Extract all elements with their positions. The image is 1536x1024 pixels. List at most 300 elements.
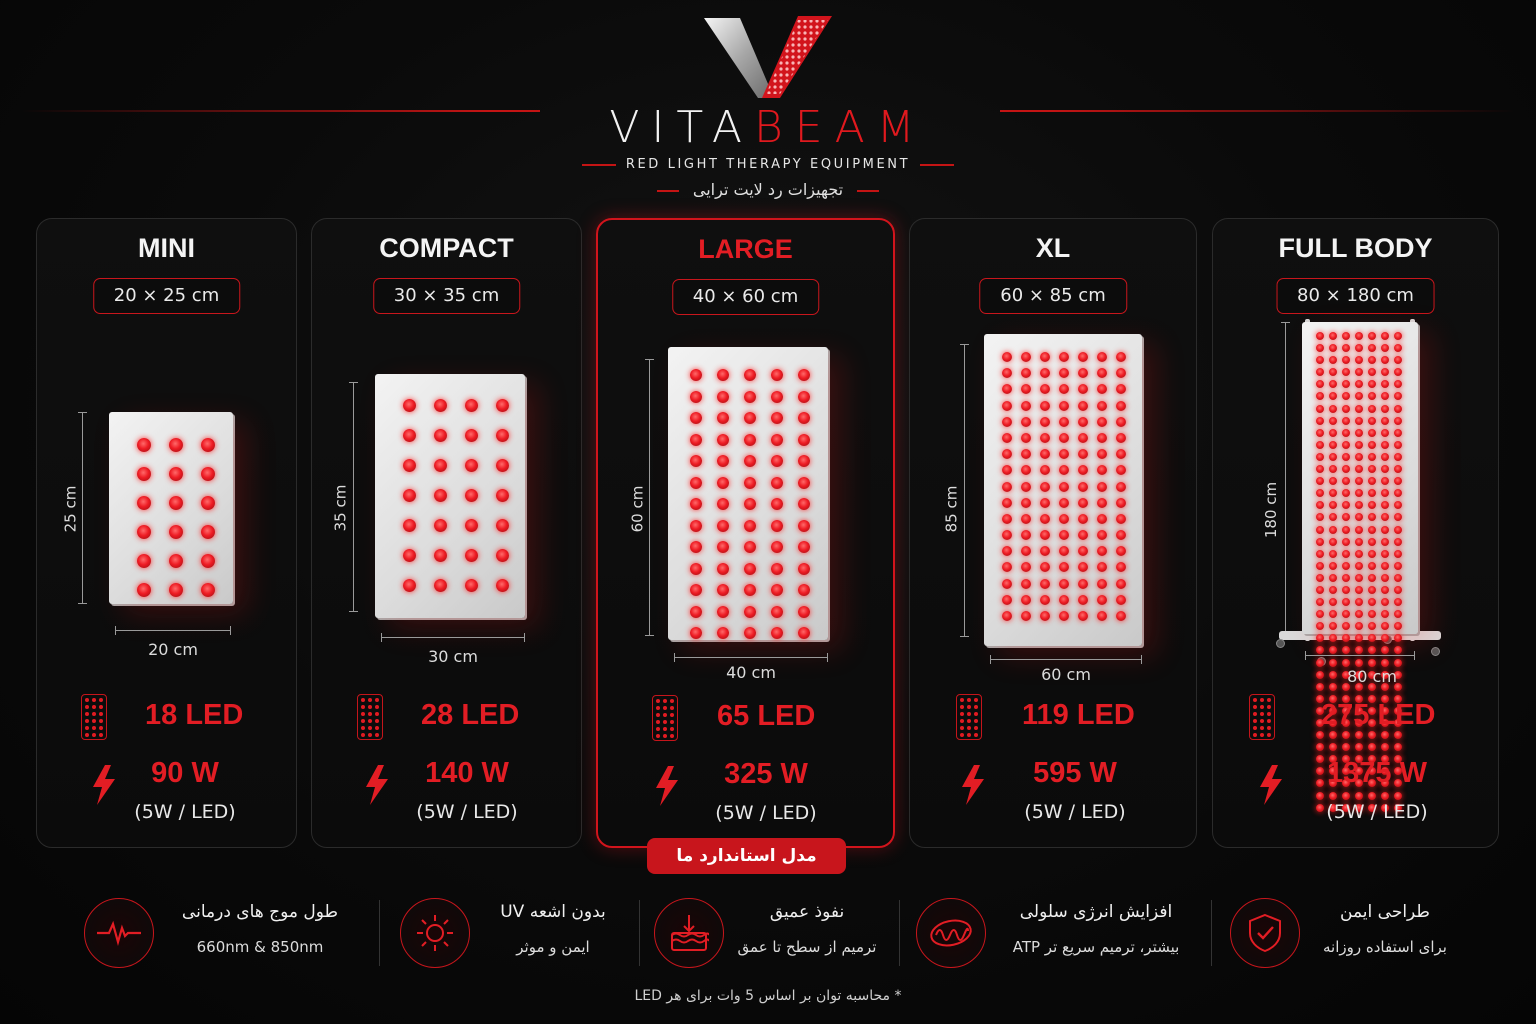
- led-dot: [1381, 513, 1389, 521]
- led-dot: [1116, 482, 1126, 492]
- led-dot: [1040, 530, 1050, 540]
- led-dot: [771, 412, 783, 424]
- led-dot: [1329, 392, 1337, 400]
- led-dot: [744, 541, 756, 553]
- led-dot: [1078, 579, 1088, 589]
- led-dot: [1059, 433, 1069, 443]
- led-count: 18 LED: [145, 699, 244, 731]
- led-dot: [1316, 610, 1324, 618]
- led-dot: [169, 496, 183, 510]
- led-dot: [1381, 368, 1389, 376]
- wheel: [1431, 647, 1440, 656]
- led-dot: [1040, 449, 1050, 459]
- led-dot: [1002, 611, 1012, 621]
- feature-title: بدون اشعه UV: [500, 902, 606, 922]
- led-icon-dot: [92, 712, 96, 716]
- led-dot: [1342, 538, 1350, 546]
- led-dot: [1021, 352, 1031, 362]
- power-watts: 140 W: [425, 757, 509, 789]
- led-dot: [1316, 659, 1324, 667]
- led-dot: [201, 438, 215, 452]
- led-dot: [690, 584, 702, 596]
- led-dot: [1381, 501, 1389, 509]
- led-icon-dot: [85, 705, 89, 709]
- height-dimension-line: [353, 382, 354, 612]
- led-dot: [1381, 574, 1389, 582]
- led-icon-dot: [85, 726, 89, 730]
- led-dot: [1342, 743, 1350, 751]
- led-dot: [1342, 513, 1350, 521]
- led-dot: [1381, 489, 1389, 497]
- led-dot: [1394, 441, 1402, 449]
- led-dot: [771, 477, 783, 489]
- led-dot: [744, 520, 756, 532]
- led-count: 119 LED: [1022, 699, 1135, 731]
- led-icon-dot: [85, 733, 89, 737]
- led-dot: [798, 627, 810, 639]
- led-dot: [465, 519, 478, 532]
- led-dot: [798, 541, 810, 553]
- led-dot: [717, 391, 729, 403]
- led-dot: [1381, 586, 1389, 594]
- led-icon-dot: [974, 726, 978, 730]
- led-icon-dot: [663, 720, 667, 724]
- led-dot: [1002, 465, 1012, 475]
- led-dot: [1394, 538, 1402, 546]
- led-dot: [137, 525, 151, 539]
- led-dot: [1329, 344, 1337, 352]
- led-icon-dot: [99, 726, 103, 730]
- led-dot: [1394, 598, 1402, 606]
- led-dot: [1078, 352, 1088, 362]
- product-card-full-body[interactable]: [1212, 218, 1499, 848]
- led-dot: [690, 455, 702, 467]
- width-label: 80 cm: [1347, 667, 1397, 686]
- led-dot: [1355, 610, 1363, 618]
- led-dot: [1381, 550, 1389, 558]
- led-dot: [771, 627, 783, 639]
- height-label: 60 cm: [628, 485, 647, 533]
- led-dot: [1342, 429, 1350, 437]
- led-dot: [1040, 433, 1050, 443]
- led-icon-dot: [1253, 726, 1257, 730]
- led-dot: [434, 579, 447, 592]
- power-watts: 325 W: [724, 758, 808, 790]
- sun-icon: [400, 898, 470, 968]
- led-dot: [1355, 453, 1363, 461]
- led-dot: [690, 477, 702, 489]
- led-dot: [1329, 405, 1337, 413]
- led-dot: [1355, 405, 1363, 413]
- led-dot: [1394, 332, 1402, 340]
- led-dot: [744, 434, 756, 446]
- led-dot: [1097, 449, 1107, 459]
- led-dot: [1078, 433, 1088, 443]
- led-dot: [1368, 634, 1376, 642]
- led-dot: [169, 467, 183, 481]
- led-dot: [1040, 546, 1050, 556]
- led-icon-dot: [974, 712, 978, 716]
- led-dot: [1316, 344, 1324, 352]
- led-dot: [1021, 465, 1031, 475]
- led-dot: [465, 489, 478, 502]
- led-dot: [1381, 659, 1389, 667]
- led-dot: [137, 583, 151, 597]
- led-dot: [1078, 611, 1088, 621]
- led-icon-dot: [375, 726, 379, 730]
- power-per-led: (5W / LED): [1326, 801, 1428, 823]
- led-dot: [1342, 550, 1350, 558]
- led-icon-dot: [1260, 726, 1264, 730]
- led-dot: [744, 412, 756, 424]
- led-dot: [1329, 562, 1337, 570]
- led-dot: [1059, 562, 1069, 572]
- led-icon-dot: [375, 705, 379, 709]
- led-dot: [1316, 634, 1324, 642]
- led-dot: [1097, 595, 1107, 605]
- led-dot: [1381, 356, 1389, 364]
- led-dot: [1059, 595, 1069, 605]
- led-dot: [1329, 501, 1337, 509]
- led-dot: [1116, 433, 1126, 443]
- led-dot: [1368, 477, 1376, 485]
- led-dot: [1368, 562, 1376, 570]
- led-dot: [137, 554, 151, 568]
- led-dot: [1078, 498, 1088, 508]
- led-dot: [1394, 610, 1402, 618]
- size-badge: 20 × 25 cm: [93, 278, 241, 314]
- led-dot: [1368, 550, 1376, 558]
- led-dot: [1040, 417, 1050, 427]
- led-icon-dot: [1253, 719, 1257, 723]
- led-dot: [1381, 441, 1389, 449]
- led-dot: [1021, 449, 1031, 459]
- led-dot: [1381, 792, 1389, 800]
- power-per-led: (5W / LED): [1024, 801, 1126, 823]
- led-dot: [1097, 417, 1107, 427]
- led-dot: [1040, 465, 1050, 475]
- led-dot: [1078, 384, 1088, 394]
- led-dot: [1342, 380, 1350, 388]
- height-label: 35 cm: [331, 484, 350, 532]
- width-label: 20 cm: [148, 640, 198, 659]
- led-dot: [717, 498, 729, 510]
- size-badge: 30 × 35 cm: [373, 278, 521, 314]
- led-dot: [1002, 498, 1012, 508]
- led-dot: [169, 583, 183, 597]
- led-dot: [1355, 574, 1363, 582]
- led-dot: [1342, 622, 1350, 630]
- product-title: COMPACT: [379, 233, 514, 263]
- led-dot: [1329, 634, 1337, 642]
- led-dot: [1329, 513, 1337, 521]
- led-icon-dot: [1260, 712, 1264, 716]
- led-dot: [1329, 659, 1337, 667]
- led-dot: [1021, 530, 1031, 540]
- led-dot: [771, 606, 783, 618]
- led-dot: [1368, 792, 1376, 800]
- led-icon-dot: [974, 733, 978, 737]
- led-dot: [1381, 417, 1389, 425]
- led-dot: [1342, 731, 1350, 739]
- led-dot: [1002, 433, 1012, 443]
- led-dot: [1342, 392, 1350, 400]
- led-dot: [744, 369, 756, 381]
- led-icon-dot: [967, 705, 971, 709]
- led-dot: [1059, 482, 1069, 492]
- led-dot: [1329, 356, 1337, 364]
- led-dot: [1078, 465, 1088, 475]
- led-icon-dot: [670, 706, 674, 710]
- led-dot: [169, 525, 183, 539]
- led-panel-image: [984, 334, 1142, 646]
- led-dot: [1355, 380, 1363, 388]
- led-dot: [1381, 538, 1389, 546]
- led-icon-dot: [1253, 712, 1257, 716]
- led-dot: [1078, 417, 1088, 427]
- led-dot: [1394, 453, 1402, 461]
- led-dot: [1021, 514, 1031, 524]
- height-dimension-line: [964, 344, 965, 637]
- led-dot: [434, 399, 447, 412]
- led-dot: [1078, 401, 1088, 411]
- led-dot: [434, 489, 447, 502]
- led-dot: [1368, 368, 1376, 376]
- led-dot: [201, 467, 215, 481]
- led-dot: [1002, 401, 1012, 411]
- led-dot: [1368, 417, 1376, 425]
- led-dot: [1355, 477, 1363, 485]
- led-dot: [1040, 368, 1050, 378]
- led-dot: [717, 434, 729, 446]
- product-card-large[interactable]: [596, 218, 895, 848]
- led-dot: [798, 584, 810, 596]
- led-dot: [1329, 332, 1337, 340]
- led-icon-dot: [974, 705, 978, 709]
- lightning-bolt-icon: [91, 765, 117, 805]
- led-icon-dot: [960, 698, 964, 702]
- led-count: 65 LED: [717, 700, 816, 732]
- led-dot: [465, 579, 478, 592]
- led-dot: [1355, 429, 1363, 437]
- led-icon-dot: [663, 699, 667, 703]
- height-label: 85 cm: [942, 485, 961, 533]
- led-dot: [1381, 332, 1389, 340]
- led-dot: [1368, 574, 1376, 582]
- led-icon-dot: [375, 733, 379, 737]
- led-dot: [1097, 465, 1107, 475]
- led-icon-dot: [85, 712, 89, 716]
- height-dimension-line: [82, 412, 83, 604]
- brand-tagline: RED LIGHT THERAPY EQUIPMENT: [0, 156, 1536, 174]
- led-dot: [1355, 332, 1363, 340]
- led-icon-dot: [1267, 719, 1271, 723]
- led-dot: [1355, 622, 1363, 630]
- led-icon-dot: [670, 727, 674, 731]
- led-dot: [1381, 380, 1389, 388]
- led-dot: [1021, 595, 1031, 605]
- led-icon-dot: [1253, 698, 1257, 702]
- led-dot: [690, 434, 702, 446]
- led-dot: [1381, 731, 1389, 739]
- led-icon-dot: [92, 705, 96, 709]
- led-icon-dot: [656, 699, 660, 703]
- led-dot: [1059, 498, 1069, 508]
- led-icon-dot: [656, 706, 660, 710]
- led-dot: [1394, 550, 1402, 558]
- feature-deep-penetration: [652, 890, 892, 980]
- led-count-icon: [652, 695, 678, 741]
- brand-tagline-persian: تجهیزات رد لایت ترایی: [0, 180, 1536, 200]
- led-dot: [1097, 433, 1107, 443]
- product-card-mini[interactable]: [36, 218, 297, 848]
- led-icon-dot: [99, 719, 103, 723]
- led-dot: [1394, 513, 1402, 521]
- led-dot: [1097, 482, 1107, 492]
- led-icon-dot: [1260, 705, 1264, 709]
- led-dot: [798, 391, 810, 403]
- led-dot: [465, 549, 478, 562]
- led-dot: [1097, 368, 1107, 378]
- led-dot: [403, 519, 416, 532]
- led-dot: [1368, 610, 1376, 618]
- led-dot: [1078, 449, 1088, 459]
- led-dot: [201, 583, 215, 597]
- led-dot: [465, 429, 478, 442]
- led-dot: [1355, 598, 1363, 606]
- led-icon-dot: [375, 712, 379, 716]
- led-dot: [717, 455, 729, 467]
- led-dot: [1329, 477, 1337, 485]
- power-footnote: * محاسبه توان بر اساس 5 وات برای هر LED: [634, 988, 902, 1004]
- shield-check-icon: [1230, 898, 1300, 968]
- size-badge: 60 × 85 cm: [979, 278, 1127, 314]
- led-dot: [496, 429, 509, 442]
- led-dot: [690, 391, 702, 403]
- led-icon-dot: [368, 719, 372, 723]
- led-dot: [1394, 356, 1402, 364]
- led-dot: [1355, 526, 1363, 534]
- led-dot: [1078, 368, 1088, 378]
- led-dot: [1368, 743, 1376, 751]
- width-label: 40 cm: [726, 663, 776, 682]
- led-dot: [137, 438, 151, 452]
- led-dot: [434, 459, 447, 472]
- led-dot: [1316, 646, 1324, 654]
- led-dot: [744, 391, 756, 403]
- feature-cellular-energy: [914, 890, 1204, 980]
- led-dot: [496, 489, 509, 502]
- led-dot: [1059, 514, 1069, 524]
- feature-title: نفوذ عمیق: [769, 902, 845, 922]
- feature-subtitle: برای استفاده روزانه: [1323, 938, 1447, 956]
- led-icon-dot: [1267, 733, 1271, 737]
- height-label: 25 cm: [61, 485, 80, 533]
- led-dot: [1116, 611, 1126, 621]
- led-dot: [1342, 368, 1350, 376]
- led-icon-dot: [92, 726, 96, 730]
- led-dot: [1342, 792, 1350, 800]
- led-dot: [403, 459, 416, 472]
- power-per-led: (5W / LED): [416, 801, 518, 823]
- led-count: 275 LED: [1321, 699, 1436, 731]
- product-title: MINI: [138, 233, 195, 263]
- led-dot: [771, 520, 783, 532]
- led-count-icon: [1249, 694, 1275, 740]
- led-dot: [1329, 743, 1337, 751]
- led-icon-dot: [663, 713, 667, 717]
- led-dot: [1355, 465, 1363, 473]
- led-dot: [1394, 634, 1402, 642]
- led-dot: [403, 429, 416, 442]
- led-dot: [1342, 477, 1350, 485]
- led-dot: [1355, 513, 1363, 521]
- led-dot: [1059, 401, 1069, 411]
- led-dot: [1059, 611, 1069, 621]
- mitochondria-icon: [916, 898, 986, 968]
- led-dot: [434, 549, 447, 562]
- led-dot: [1002, 514, 1012, 524]
- led-icon-dot: [99, 712, 103, 716]
- led-dot: [1040, 562, 1050, 572]
- led-dot: [1316, 538, 1324, 546]
- led-dot: [1316, 501, 1324, 509]
- led-dot: [1116, 401, 1126, 411]
- led-dot: [1329, 380, 1337, 388]
- led-icon-dot: [99, 698, 103, 702]
- led-dot: [717, 563, 729, 575]
- led-dot: [1394, 562, 1402, 570]
- led-dot: [1116, 579, 1126, 589]
- led-dot: [1394, 743, 1402, 751]
- led-icon-dot: [670, 734, 674, 738]
- led-icon-dot: [92, 719, 96, 723]
- led-icon-dot: [656, 713, 660, 717]
- led-icon-dot: [974, 698, 978, 702]
- led-dot: [1342, 344, 1350, 352]
- led-dot: [744, 584, 756, 596]
- led-dot: [798, 369, 810, 381]
- led-dot: [1316, 562, 1324, 570]
- product-title: XL: [1035, 233, 1071, 263]
- size-badge: 80 × 180 cm: [1276, 278, 1435, 314]
- product-card-compact[interactable]: [311, 218, 582, 848]
- product-card-xl[interactable]: [909, 218, 1197, 848]
- led-icon-dot: [656, 727, 660, 731]
- led-dot: [1394, 526, 1402, 534]
- led-dot: [771, 369, 783, 381]
- led-dot: [1342, 659, 1350, 667]
- led-dot: [1394, 574, 1402, 582]
- led-dot: [1316, 380, 1324, 388]
- led-icon-dot: [1260, 719, 1264, 723]
- led-dot: [1116, 514, 1126, 524]
- led-icon-dot: [670, 720, 674, 724]
- led-dot: [717, 541, 729, 553]
- led-dot: [1355, 368, 1363, 376]
- led-dot: [496, 579, 509, 592]
- led-dot: [1316, 586, 1324, 594]
- led-dot: [1021, 546, 1031, 556]
- led-dot: [496, 549, 509, 562]
- led-dot: [798, 412, 810, 424]
- led-dot: [1355, 646, 1363, 654]
- led-dot: [690, 369, 702, 381]
- wheel: [1276, 639, 1285, 648]
- led-dot: [1368, 526, 1376, 534]
- led-panel-image: [1302, 322, 1418, 634]
- led-dot: [1116, 417, 1126, 427]
